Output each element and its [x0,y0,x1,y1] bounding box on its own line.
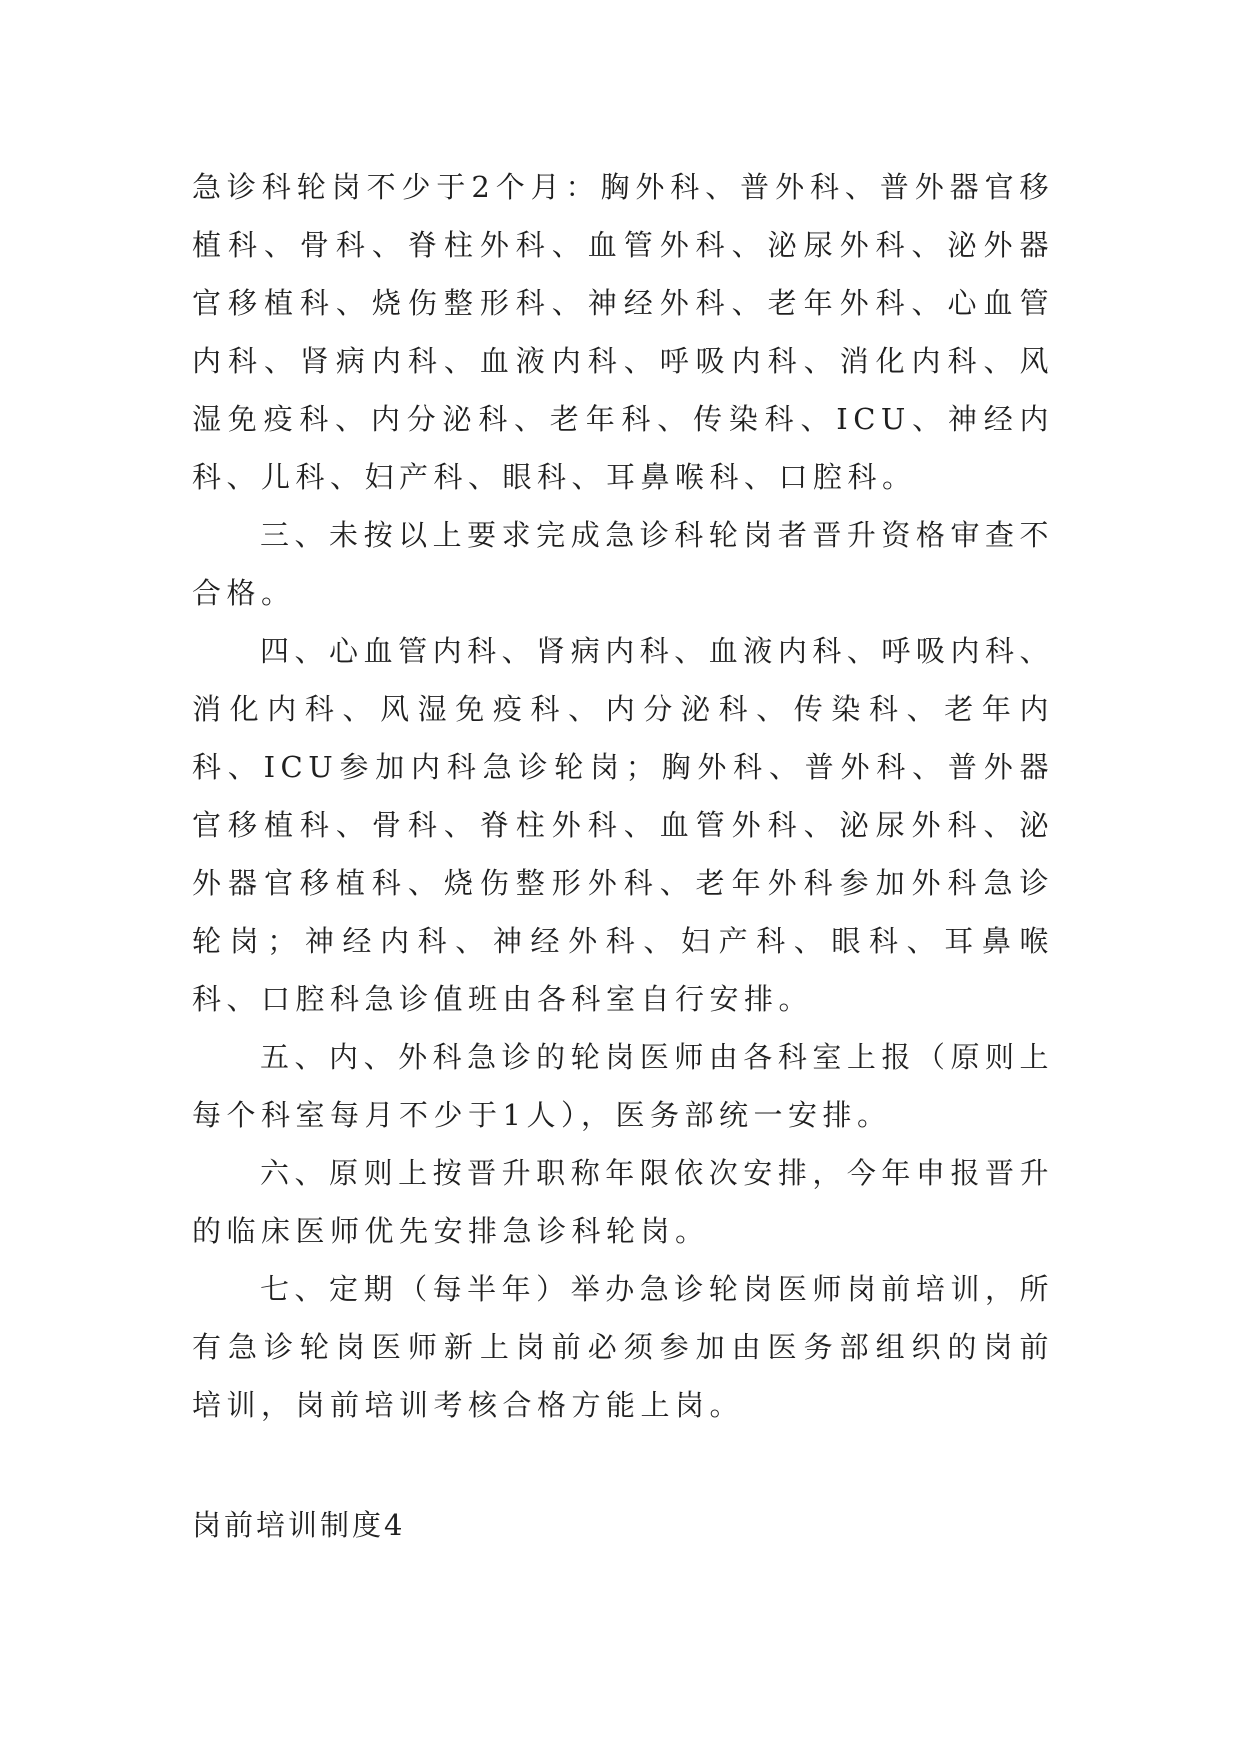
paragraph-item-7: 七、定期（每半年）举办急诊轮岗医师岗前培训，所有急诊轮岗医师新上岗前必须参加由医务部组织的岗前培训，岗前培训考核合格方能上岗。 [192,1272,1054,1422]
document-body [192,158,1054,1434]
paragraph-item-6: 六、原则上按晋升职称年限依次安排，今年申报晋升的临床医师优先安排急诊科轮岗。 [192,1156,1054,1248]
section-heading: 岗前培训制度4 [192,1508,406,1542]
paragraph-item-3: 三、未按以上要求完成急诊科轮岗者晋升资格审查不合格。 [192,518,1054,610]
paragraph-item-4: 四、心血管内科、肾病内科、血液内科、呼吸内科、消化内科、风湿免疫科、内分泌科、传染科、老年内科、ICU参加内科急诊轮岗；胸外科、普外科、普外器官移植科、骨科、脊柱外科、血管外科、泌尿外科、泌外器官移植科、烧伤整形外科、老年外科参加外科急诊轮岗；神经内科、神经外科、妇产科、眼科、耳鼻喉科、口腔科急诊值班由各科室自行安排。 [192,634,1054,1016]
paragraph-item-5: 五、内、外科急诊的轮岗医师由各科室上报（原则上每个科室每月不少于1人），医务部统一安排。 [192,1040,1054,1132]
paragraph-continued: 急诊科轮岗不少于2个月：胸外科、普外科、普外器官移植科、骨科、脊柱外科、血管外科、泌尿外科、泌外器官移植科、烧伤整形科、神经外科、老年外科、心血管内科、肾病内科、血液内科、呼吸内科、消化内科、风湿免疫科、内分泌科、老年科、传染科、ICU、神经内科、儿科、妇产科、眼科、耳鼻喉科、口腔科。 [192,170,1054,494]
